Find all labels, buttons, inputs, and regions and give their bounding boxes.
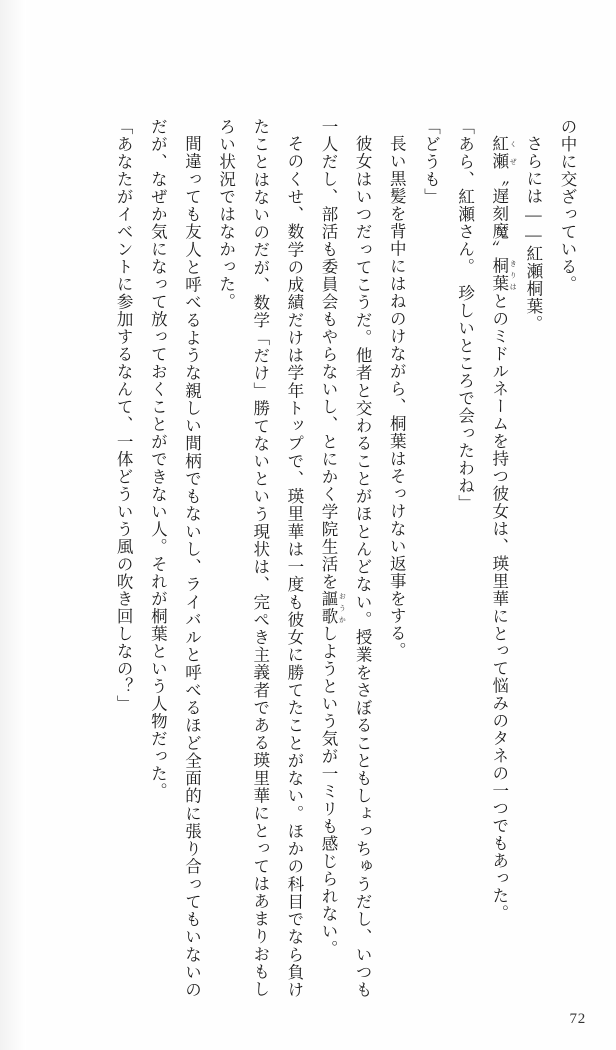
page-gutter-shading (0, 0, 26, 1050)
paragraph-2: さらには――紅瀬桐葉。 (523, 134, 543, 332)
ruby-kuze: 紅瀬 くぜ (489, 134, 516, 170)
ruby-ouka: 謳歌 おうか (319, 590, 345, 626)
vertical-text-body (44, 118, 584, 998)
paragraph-8: そのくせ、数学の成績だけは学年トップで、瑛里華は一度も彼女に勝てたことがない。ほかの科目でなら負けたことはないのだが、数学「だけ」勝てないという現状は、完ぺき主義者である瑛里華にとってはあまりおもしろい状況ではなかった。 (216, 118, 304, 998)
paragraph-7-with-ruby: 彼女はいつだってこうだ。他者と交わることがほとんどない。授業をさぼることもしょっちゅうだし、いつも一人だし、部活も委員会もやらないし、とにかく学院生活を謳歌 おうかしようという気が一ミリも感じられない。 (319, 118, 373, 998)
paragraph-5-dialogue: 「どうも」 (421, 118, 441, 206)
paragraph-1: の中に交ざっている。 (558, 118, 577, 293)
ruby-kiriha: 桐葉 きりは (489, 256, 516, 292)
paragraph-6: 長い黒髪を背中にはねのけながら、桐葉はそっけない返事をする。 (387, 134, 407, 660)
page-number: 72 (569, 1011, 586, 1027)
paragraph-4-dialogue: 「あら、紅瀬さん。 珍しいところで会ったわね」 (455, 118, 475, 513)
paragraph-3-with-ruby: 紅瀬 くぜ〝遅刻魔〟桐葉 きりはとのミドルネームを持つ彼女は、瑛里華にとって悩みのタネの一つでもあった。 (489, 134, 516, 922)
paragraph-9: 間違っても友人と呼べるような親しい間柄でもないし、ライバルと呼べるほど全面的に張り合ってもいないのだが、なぜか気になって放っておくことができない人。それが桐葉という人物だった。 (148, 118, 202, 998)
paragraph-10-dialogue: 「あなたがイベントに参加するなんて、一体どういう風の吹き回しなの？」 (114, 118, 134, 713)
